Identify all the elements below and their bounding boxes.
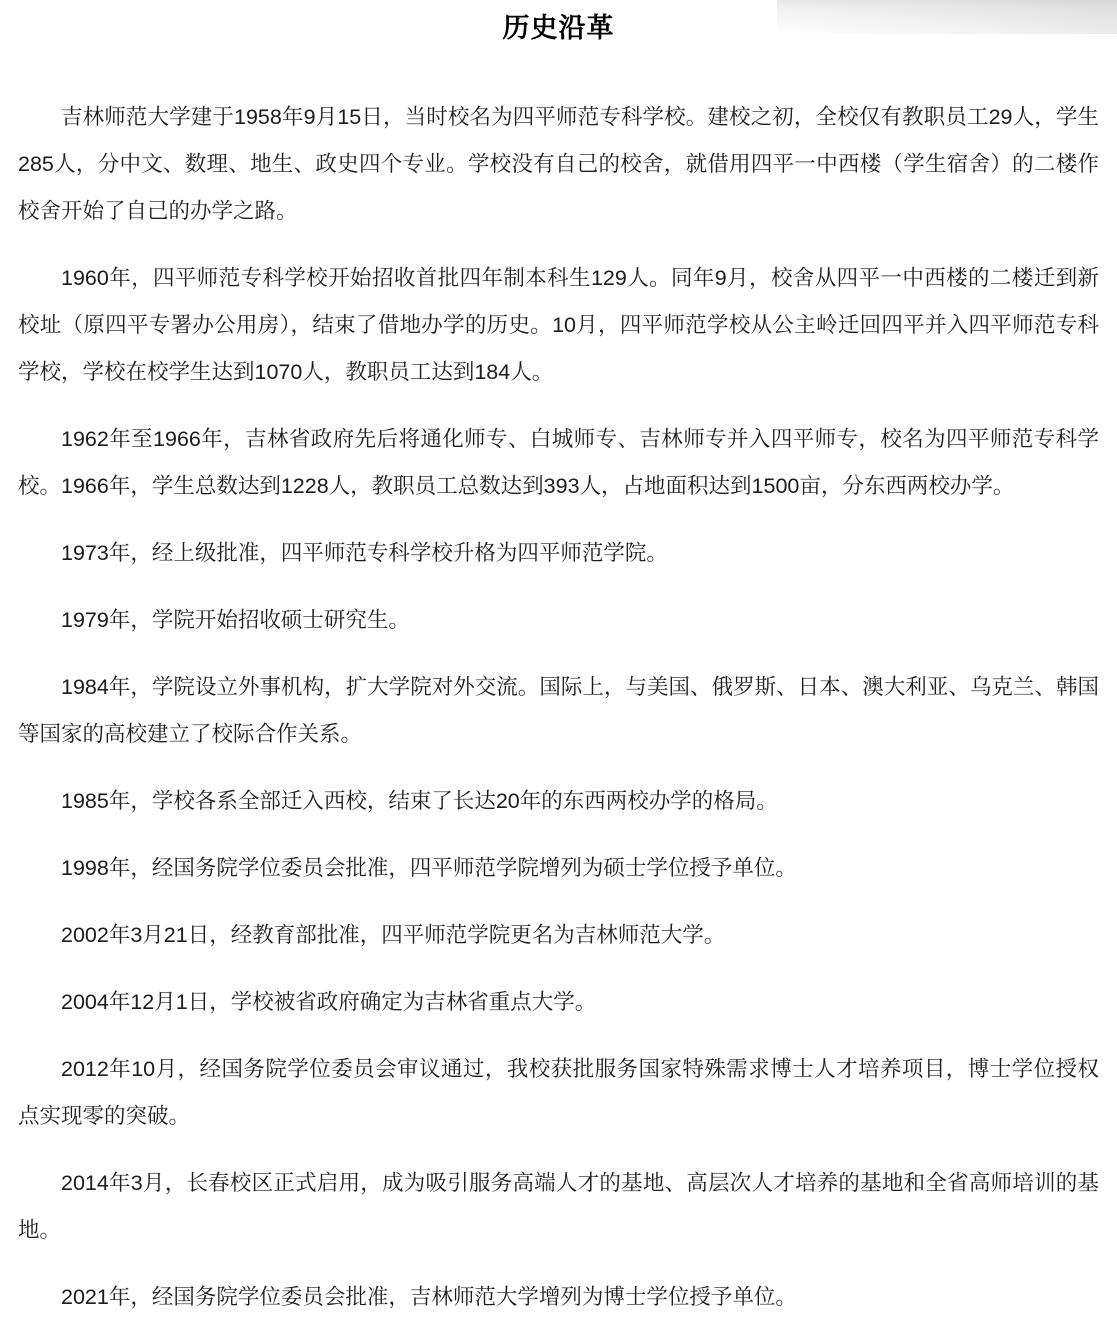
paragraph: 1960年，四平师范专科学校开始招收首批四年制本科生129人。同年9月，校舍从四平一中西楼的二楼迁到新校址（原四平专署办公用房），结束了借地办学的历史。10月，四平师范学校从公主岭迁回四平并入四平师范专科学校，学校在校学生达到1070人，教职员工达到184人。: [18, 266, 1099, 384]
paragraph: 2002年3月21日，经教育部批准，四平师范学院更名为吉林师范大学。: [61, 923, 726, 947]
paragraph: 1985年，学校各系全部迁入西校，结束了长达20年的东西两校办学的格局。: [61, 789, 778, 813]
paragraph: 吉林师范大学建于1958年9月15日，当时校名为四平师范专科学校。建校之初，全校仅有教职员工29人，学生285人，分中文、数理、地生、政史四个专业。学校没有自己的校舍，就借用四平一中西楼（学生宿舍）的二楼作校舍开始了自己的办学之路。: [18, 105, 1099, 223]
paragraph: 2004年12月1日，学校被省政府确定为吉林省重点大学。: [61, 990, 597, 1014]
paragraph: 2014年3月，长春校区正式启用，成为吸引服务高端人才的基地、高层次人才培养的基地和全省高师培训的基地。: [18, 1171, 1099, 1242]
paragraph: 1984年，学院设立外事机构，扩大学院对外交流。国际上，与美国、俄罗斯、日本、澳大利亚、乌克兰、韩国等国家的高校建立了校际合作关系。: [18, 675, 1099, 746]
paragraph: 2012年10月，经国务院学位委员会审议通过，我校获批服务国家特殊需求博士人才培养项目，博士学位授权点实现零的突破。: [18, 1057, 1099, 1128]
paragraph: 1962年至1966年，吉林省政府先后将通化师专、白城师专、吉林师专并入四平师专，校名为四平师范专科学校。1966年，学生总数达到1228人，教职员工总数达到393人，占地面积达到1500亩，分东西两校办学。: [18, 427, 1099, 498]
paragraph: 1998年，经国务院学位委员会批准，四平师范学院增列为硕士学位授予单位。: [61, 856, 797, 880]
article-body: [18, 94, 1099, 1321]
paragraph: 2021年，经国务院学位委员会批准，吉林师范大学增列为博士学位授予单位。: [61, 1285, 797, 1309]
paragraph: 1979年，学院开始招收硕士研究生。: [61, 608, 410, 632]
paragraph: 1973年，经上级批准，四平师范专科学校升格为四平师范学院。: [61, 541, 668, 565]
page-title: 历史沿革: [502, 13, 615, 43]
